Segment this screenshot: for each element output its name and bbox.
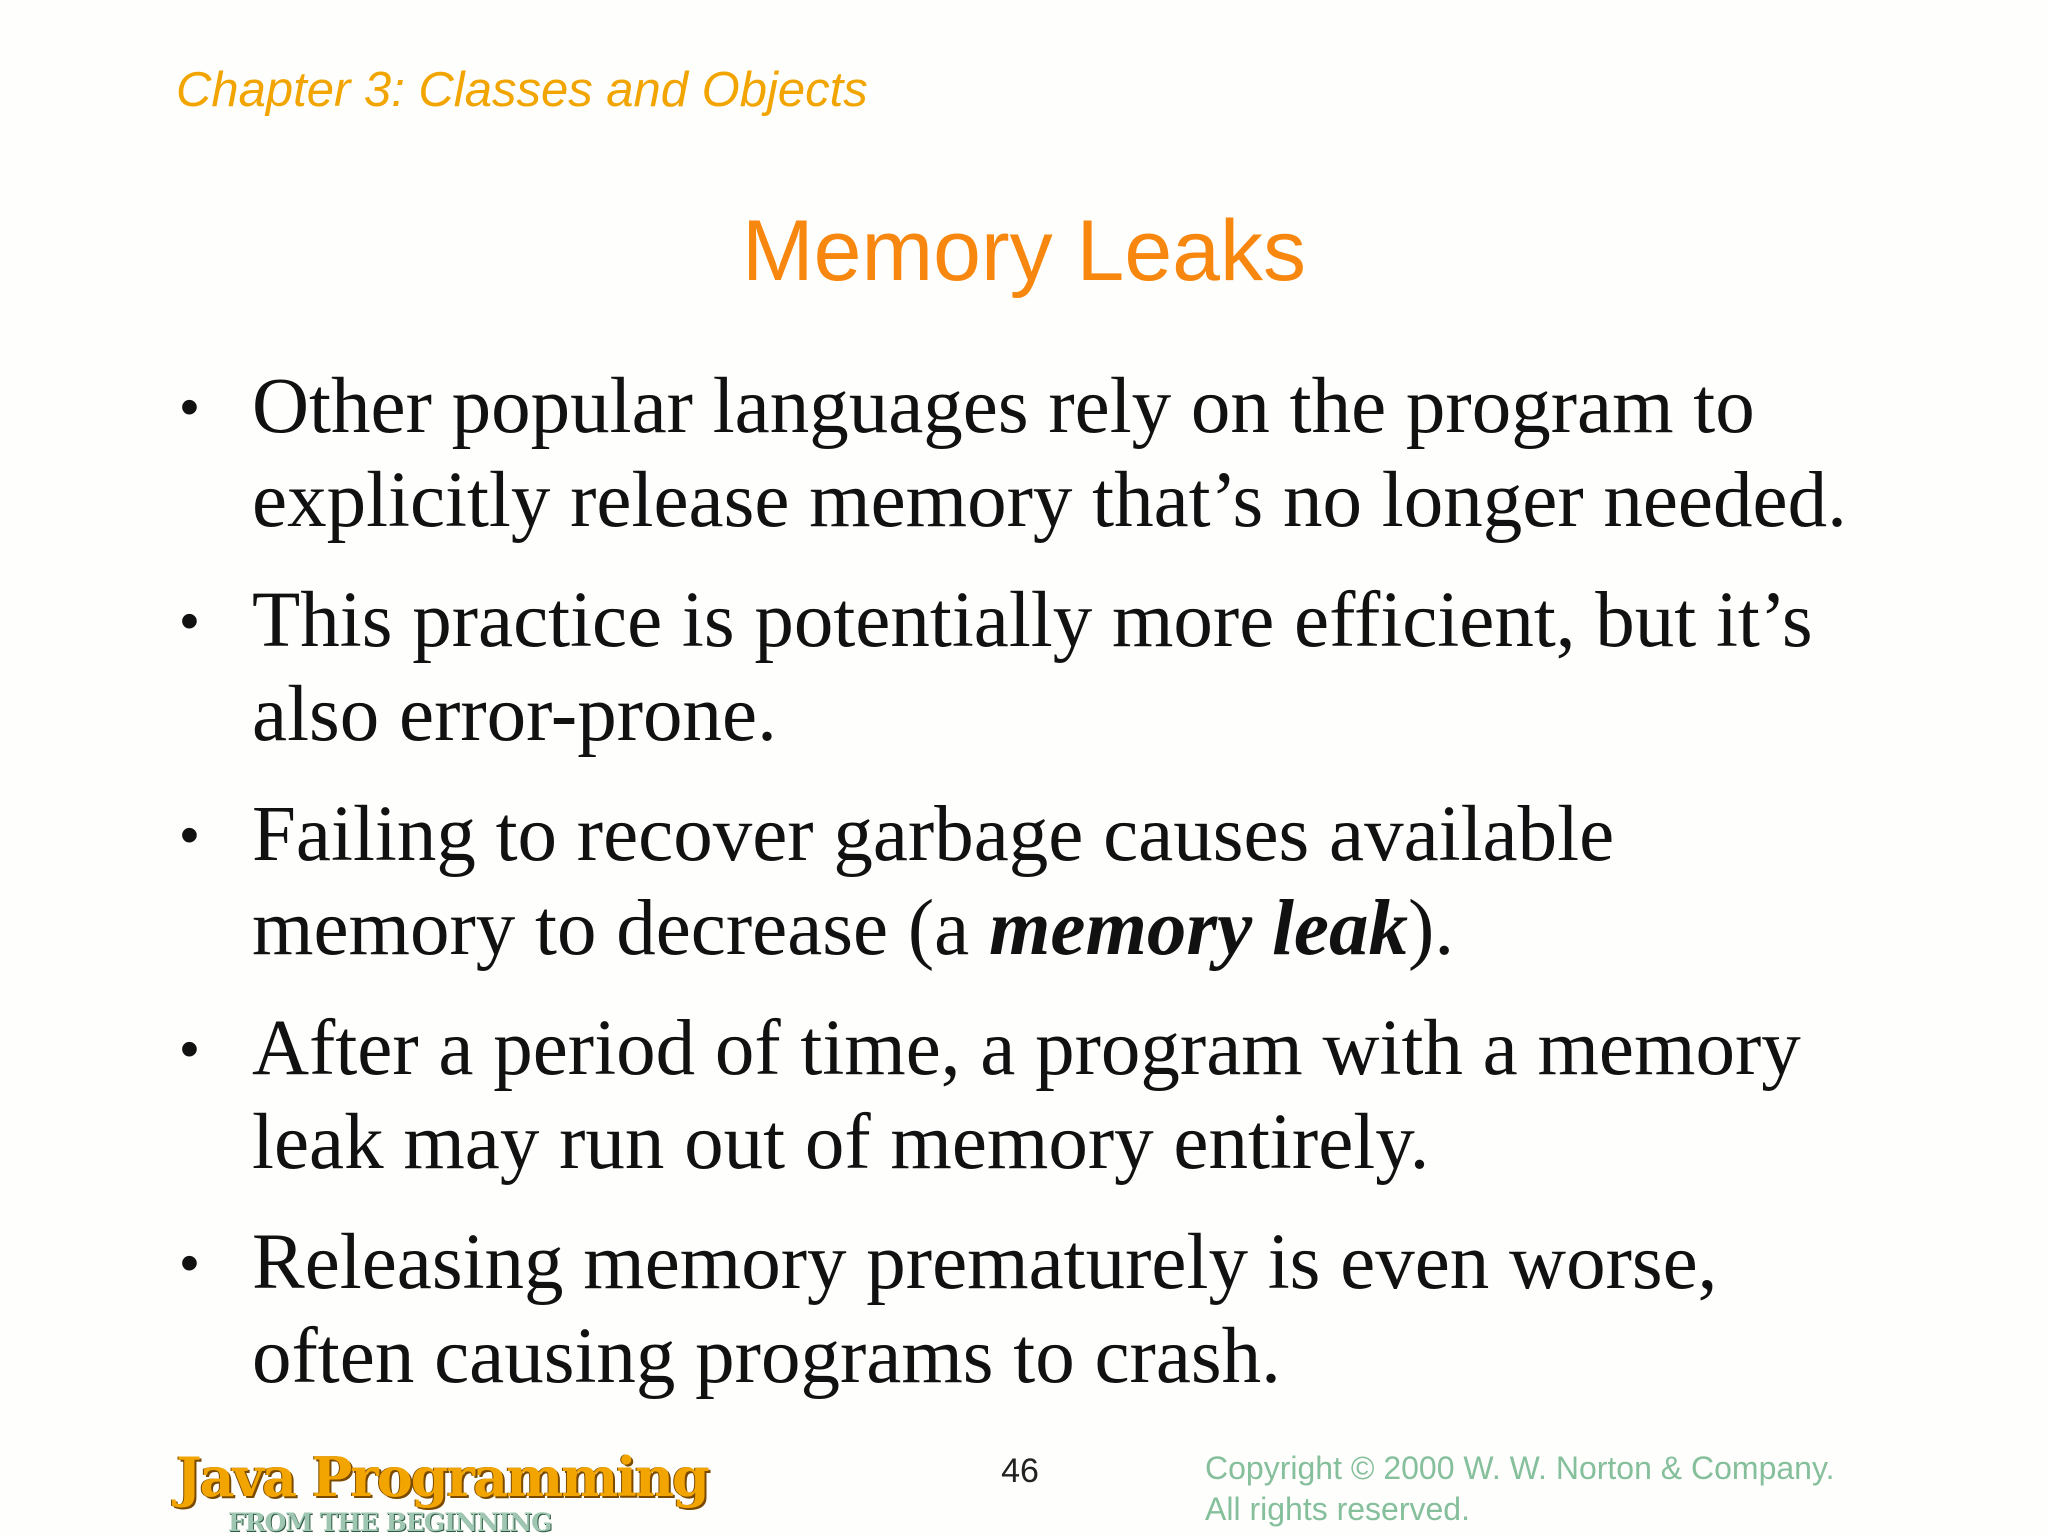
slide-title: Memory Leaks [742,203,1306,299]
bullet-item [176,360,1976,548]
bullet-icon: • [180,805,199,865]
bullet-list [176,360,1976,1430]
bullet-icon: • [180,591,199,651]
bullet-line: Other popular languages rely on the program to [252,363,1755,450]
bullet-line: explicitly release memory that’s no longer needed. [252,457,1847,544]
logo-subtitle: FROM THE BEGINNING [228,1508,552,1536]
bullet-item [176,788,1976,976]
bullet-line: leak may run out of memory entirely. [252,1099,1430,1186]
bullet-line [252,882,1976,976]
copyright-line: All rights reserved. [1205,1491,1470,1527]
chapter-header: Chapter 3: Classes and Objects [176,63,868,117]
bullet-line: also error-prone. [252,671,777,758]
copyright-notice [1205,1448,1834,1530]
logo-title: Java Programming [176,1445,708,1509]
bullet-icon: • [180,1233,199,1293]
bullet-text: ). [1408,885,1455,972]
bullet-line: Failing to recover garbage causes available [252,791,1615,878]
bullet-item [176,1002,1976,1190]
bullet-text: memory to decrease (a [252,885,989,972]
copyright-line: Copyright © 2000 W. W. Norton & Company. [1205,1450,1835,1486]
bullet-line: Releasing memory prematurely is even worse, [252,1219,1718,1306]
page-number: 46 [1001,1452,1039,1490]
java-programming-logo [176,1445,708,1536]
memory-leak-term: memory leak [988,885,1409,972]
bullet-icon: • [180,377,199,437]
bullet-line: This practice is potentially more efficient, but it’s [252,577,1813,664]
bullet-item [176,1216,1976,1404]
bullet-icon: • [180,1019,199,1079]
bullet-line: After a period of time, a program with a memory [252,1005,1801,1092]
bullet-item [176,574,1976,762]
bullet-line: often causing programs to crash. [252,1313,1281,1400]
